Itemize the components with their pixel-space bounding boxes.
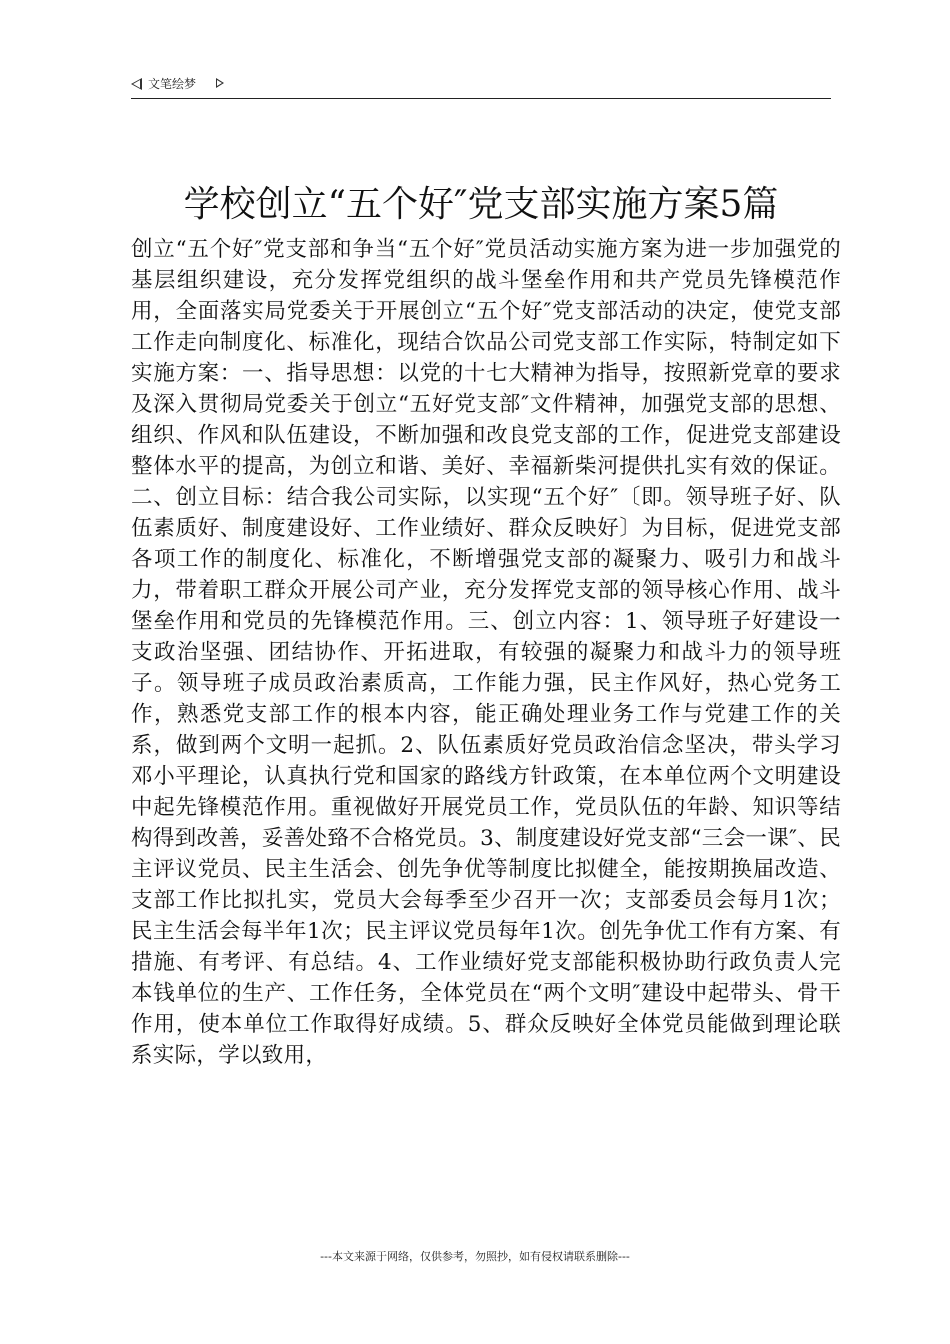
page-footer: ---本文来源于网络，仅供参考，勿照抄，如有侵权请联系删除--- — [320, 1250, 630, 1263]
page-header — [131, 76, 831, 99]
document-body: 创立“五个好″党支部和争当“五个好″党员活动实施方案为进一步加强党的基层组织建设，充分发挥党组织的战斗堡垒作用和共产党员先锋模范作用，全面落实局党委关于开展创立“五个好″党支部活动的决定，使党支部工作走向制度化、标准化，现结合饮品公司党支部工作实际，特制定如下实施方案：一、指导思想：以党的十七大精神为指导，按照新党章的要求及深入贯彻局党委关于创立“五好党支部″文件精神，加强党支部的思想、组织、作风和队伍建设，不断加强和改良党支部的工作，促进党支部建设整体水平的提高，为创立和谐、美好、幸福新柴河提供扎实有效的保证。二、创立目标：结合我公司实际，以实现“五个好″〔即。领导班子好、队伍素质好、制度建设好、工作业绩好、群众反映好〕为目标，促进党支部各项工作的制度化、标准化，不断增强党支部的凝聚力、吸引力和战斗力，带着职工群众开展公司产业，充分发挥党支部的领导核心作用、战斗堡垒作用和党员的先锋模范作用。三、创立内容：1、领导班子好建设一支政治坚强、团结协作、开拓进取，有较强的凝聚力和战斗力的领导班子。领导班子成员政治素质高，工作能力强，民主作风好，热心党务工作，熟悉党支部工作的根本内容，能正确处理业务工作与党建工作的关系，做到两个文明一起抓。2、队伍素质好党员政治信念坚决，带头学习邓小平理论，认真执行党和国家的路线方针政策，在本单位两个文明建设中起先锋模范作用。重视做好开展党员工作，党员队伍的年龄、知识等结构得到改善，妥善处臵不合格党员。3、制度建设好党支部“三会一课″、民主评议党员、民主生活会、创先争优等制度比拟健全，能按期换届改造、支部工作比拟扎实，党员大会每季至少召开一次；支部委员会每月1次；民主生活会每半年1次；民主评议党员每年1次。创先争优工作有方案、有措施、有考评、有总结。4、工作业绩好党支部能积极协助行政负责人完本钱单位的生产、工作任务，全体党员在“两个文明″建设中起带头、骨干作用，使本单位工作取得好成绩。5、群众反映好全体党员能做到理论联系实际，学以致用， — [131, 237, 841, 1068]
right-triangle-icon — [216, 78, 224, 88]
document-title: 学校创立“五个好″党支部实施方案5篇 — [183, 184, 779, 225]
header-brand: 文笔绘梦 — [148, 77, 197, 91]
left-triangle-icon — [131, 78, 142, 90]
